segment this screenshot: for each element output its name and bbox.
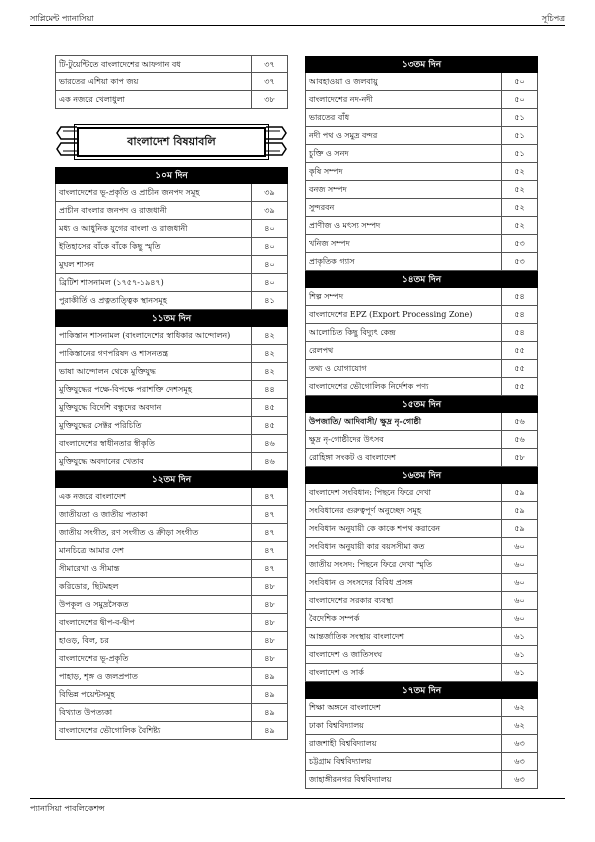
toc-entry-page: ৬০ (501, 574, 537, 591)
toc-entry-page: ৫২ (501, 217, 537, 234)
section-banner-label: বাংলাদেশ বিষয়াবলি (77, 127, 266, 157)
toc-entry-page: ৫২ (501, 199, 537, 216)
toc-entry-page: ৬২ (501, 717, 537, 734)
toc-entry-page: ৫০ (501, 73, 537, 90)
toc-entry-title: শিল্প সম্পদ (309, 292, 344, 301)
toc-row (55, 73, 288, 91)
toc-row (305, 520, 538, 538)
toc-entry-page: ৪৫ (251, 399, 287, 416)
toc-row (55, 596, 288, 614)
toc-row (55, 184, 288, 202)
toc-entry-page: ৪২ (251, 363, 287, 380)
toc-entry-title: উপজাতি/ আদিবাসী/ ক্ষুদ্র নৃ-গোষ্ঠী (309, 416, 422, 426)
right-column (305, 56, 538, 789)
toc-row (55, 704, 288, 722)
toc-row (305, 574, 538, 592)
toc-entry-page: ৪৮ (251, 650, 287, 667)
toc-entry-title: সীমারেখা ও সীমান্ত (59, 564, 120, 573)
toc-row (305, 127, 538, 145)
day-14-header: ১৪তম দিন (305, 271, 538, 288)
toc-entry-page: ৪৯ (251, 686, 287, 703)
toc-row (55, 632, 288, 650)
day-15-header: ১৫তম দিন (305, 396, 538, 413)
running-header-section: সূচিপত্র (541, 14, 565, 23)
toc-entry-title: সংবিধান ও সংসদের বিবিধ প্রসঙ্গ (309, 578, 413, 587)
toc-entry-title: বনজ সম্পদ (309, 185, 347, 194)
toc-row (305, 628, 538, 646)
footer-divider (30, 798, 565, 799)
footer-publisher: প্যানাসিয়া পাবলিকেশন্স (30, 804, 105, 813)
toc-entry-page: ৬১ (501, 664, 537, 681)
toc-entry-title: বাংলাদেশের ভৌগোলিক বৈশিষ্ট্য (59, 726, 161, 735)
toc-entry-title: পাকিস্তানের গণপরিষদ ও শাসনতন্ত্র (59, 349, 169, 358)
toc-entry-page: ৪৮ (251, 614, 287, 631)
toc-entry-title: বাংলাদেশের দ্বীপ-ব-দ্বীপ (59, 618, 135, 627)
toc-row (305, 771, 538, 789)
toc-entry-title: বাংলাদেশ ও জাতিসংঘ (309, 650, 383, 659)
toc-entry-title: শিক্ষা অঙ্গনে বাংলাদেশ (309, 703, 381, 712)
toc-entry-title: চুক্তি ও সনদ (309, 149, 349, 158)
toc-row (55, 274, 288, 292)
toc-row (55, 542, 288, 560)
toc-entry-page: ৫১ (501, 127, 537, 144)
toc-list-day-13 (305, 73, 538, 271)
toc-entry-title: জাতীয়তা ও জাতীয় পতাকা (59, 510, 148, 519)
toc-entry-page: ৪২ (251, 327, 287, 344)
toc-entry-page: ৬৩ (501, 735, 537, 752)
toc-row (55, 488, 288, 506)
toc-entry-page: ৪০ (251, 256, 287, 273)
toc-row (55, 399, 288, 417)
toc-entry-title: বাংলাদেশের ভৌগোলিক নির্দেশক পণ্য (309, 382, 429, 391)
toc-row (305, 145, 538, 163)
toc-list-day-11 (55, 327, 288, 471)
toc-row (305, 91, 538, 109)
toc-entry-page: ৫৪ (501, 288, 537, 305)
toc-row (55, 686, 288, 704)
toc-entry-title: নদী পথ ও সমুদ্র বন্দর (309, 131, 378, 140)
toc-entry-page: ৩৭ (251, 56, 287, 72)
toc-entry-title: তথ্য ও যোগাযোগ (309, 364, 367, 373)
toc-entry-page: ৩৭ (251, 73, 287, 90)
toc-entry-page: ৫৪ (501, 306, 537, 323)
toc-row (305, 73, 538, 91)
toc-entry-title: করিডোর, ছিটমহল (59, 582, 119, 591)
toc-entry-page: ৫৫ (501, 378, 537, 395)
toc-row (55, 668, 288, 686)
toc-entry-page: ৫৯ (501, 484, 537, 501)
toc-entry-page: ৫৯ (501, 520, 537, 537)
toc-entry-title: প্রাকৃতিক গ্যাস (309, 257, 355, 266)
toc-entry-title: পাহাড়, শৃঙ্গ ও জলপ্রপাত (59, 672, 138, 681)
toc-row (305, 288, 538, 306)
toc-entry-page: ৪৭ (251, 506, 287, 523)
toc-row (305, 360, 538, 378)
section-banner (55, 121, 288, 161)
toc-entry-title: এক নজরে বাংলাদেশ (59, 492, 126, 501)
toc-entry-page: ৩৮ (251, 91, 287, 108)
toc-row (305, 324, 538, 342)
toc-entry-title: আলোচিত কিছু বিদ্যুৎ কেন্দ্র (309, 328, 396, 337)
toc-entry-page: ৫৫ (501, 360, 537, 377)
toc-row (305, 592, 538, 610)
toc-row (55, 453, 288, 471)
toc-entry-page: ৪০ (251, 220, 287, 237)
toc-entry-title: পাকিস্তান শাসনামল (বাংলাদেশের স্বাধিকার আন্দোলন) (59, 331, 231, 340)
toc-entry-title: বৈদেশিক সম্পর্ক (309, 614, 360, 623)
toc-entry-page: ৪২ (251, 345, 287, 362)
toc-entry-title: বিখ্যাত উপত্যকা (59, 708, 113, 717)
toc-entry-page: ৪৮ (251, 596, 287, 613)
toc-entry-title: ভারতের এশিয়া কাপ জয় (59, 77, 139, 86)
toc-entry-page: ৪৯ (251, 668, 287, 685)
toc-row (55, 506, 288, 524)
toc-entry-title: সংবিধান অনুযায়ী কার বয়সসীমা কত (309, 542, 425, 551)
toc-row (305, 431, 538, 449)
toc-entry-title: কৃষি সম্পদ (309, 167, 343, 176)
day-17-header: ১৭তম দিন (305, 682, 538, 699)
day-10-header: ১০ম দিন (55, 167, 288, 184)
toc-entry-page: ৬৩ (501, 753, 537, 770)
toc-entry-page: ৫২ (501, 181, 537, 198)
toc-entry-title: প্রাণীজ ও মৎস্য সম্পদ (309, 221, 381, 230)
toc-row (55, 256, 288, 274)
toc-entry-page: ৪৭ (251, 560, 287, 577)
toc-entry-page: ৪৭ (251, 488, 287, 505)
toc-row (55, 722, 288, 740)
toc-entry-page: ৫১ (501, 145, 537, 162)
toc-row (305, 181, 538, 199)
toc-row (305, 484, 538, 502)
toc-entry-title: জাতীয় সংসদ: পিছনে ফিরে দেখা স্মৃতি (309, 560, 432, 569)
toc-entry-title: আন্তর্জাতিক সংস্থায় বাংলাদেশ (309, 632, 405, 641)
toc-entry-page: ৬০ (501, 610, 537, 627)
toc-entry-title: সংবিধানের গুরুত্বপূর্ণ অনুচ্ছেদ সমূহ (309, 506, 422, 515)
toc-entry-title: ভারতের বাঁধ (309, 113, 350, 122)
toc-entry-title: হাওড়, বিল, চর (59, 636, 109, 645)
toc-entry-page: ৫৯ (501, 502, 537, 519)
toc-row (55, 578, 288, 596)
toc-row (305, 449, 538, 467)
toc-entry-title: এক নজরে খেলাধুলা (59, 95, 125, 104)
toc-entry-title: বাংলাদেশের EPZ (Export Processing Zone) (309, 310, 473, 319)
toc-entry-page: ৬০ (501, 592, 537, 609)
header-divider (30, 25, 565, 26)
toc-row (305, 717, 538, 735)
toc-row (55, 614, 288, 632)
toc-entry-page: ৬১ (501, 628, 537, 645)
toc-row (305, 502, 538, 520)
toc-entry-title: ভাষা আন্দোলন থেকে মুক্তিযুদ্ধ (59, 367, 156, 376)
toc-entry-page: ৩৯ (251, 202, 287, 219)
toc-entry-title: মধ্য ও আধুনিক যুগের বাংলা ও রাজধানী (59, 224, 188, 233)
toc-row (305, 699, 538, 717)
toc-entry-page: ৫৮ (501, 449, 537, 466)
toc-entry-page: ৩৯ (251, 184, 287, 201)
toc-entry-page: ৬০ (501, 556, 537, 573)
toc-entry-page: ৪৯ (251, 704, 287, 721)
toc-row (305, 109, 538, 127)
toc-entry-page: ৪৪ (251, 381, 287, 398)
day-12-header: ১২তম দিন (55, 471, 288, 488)
toc-row (305, 664, 538, 682)
toc-row (55, 238, 288, 256)
toc-row (305, 753, 538, 771)
toc-entry-page: ৬২ (501, 699, 537, 716)
toc-entry-title: বাংলাদেশের স্বাধীনতার স্বীকৃতি (59, 439, 155, 448)
left-column (55, 55, 288, 740)
toc-row (305, 610, 538, 628)
toc-entry-page: ৪৭ (251, 542, 287, 559)
toc-entry-title: বাংলাদেশ সংবিধান: পিছনে ফিরে দেখা (309, 488, 431, 497)
toc-row (55, 560, 288, 578)
day-13-header: ১৩তম দিন (305, 56, 538, 73)
toc-entry-title: খনিজ সম্পদ (309, 239, 350, 248)
toc-entry-title: ইতিহাসের বাঁকে বাঁকে কিছু স্মৃতি (59, 242, 161, 251)
toc-entry-title: জাতীয় সংগীত, রণ সংগীত ও ক্রীড়া সংগীত (59, 528, 199, 537)
toc-entry-title: মানচিত্রে আমার দেশ (59, 546, 124, 555)
toc-entry-title: সুন্দরবন (309, 203, 335, 212)
day-16-header: ১৬তম দিন (305, 467, 538, 484)
toc-row (55, 292, 288, 310)
toc-row (55, 55, 288, 73)
toc-entry-page: ৫৩ (501, 235, 537, 252)
toc-entry-page: ৫৪ (501, 324, 537, 341)
toc-entry-title: মুক্তিযুদ্ধে অবদানের খেতাব (59, 457, 144, 466)
toc-entry-page: ৫২ (501, 163, 537, 180)
toc-entry-page: ৫৬ (501, 431, 537, 448)
toc-row (305, 538, 538, 556)
toc-entry-title: বাংলাদেশের ভূ-প্রকৃতি (59, 654, 129, 663)
toc-entry-page: ৪৫ (251, 417, 287, 434)
toc-list-day-10 (55, 184, 288, 310)
toc-row (305, 253, 538, 271)
toc-entry-title: রোহিঙ্গা সংকট ও বাংলাদেশ (309, 453, 396, 462)
toc-entry-title: আবহাওয়া ও জলবায়ু (309, 77, 378, 86)
toc-entry-title: রেলপথ (309, 346, 334, 355)
toc-entry-page: ৪৬ (251, 435, 287, 452)
toc-entry-title: বাংলাদেশের নদ-নদী (309, 95, 373, 104)
toc-row (305, 646, 538, 664)
toc-entry-title: বাংলাদেশের ভূ-প্রকৃতি ও প্রাচীন জনপদ সমূহ (59, 188, 200, 197)
toc-row (55, 345, 288, 363)
toc-entry-title: মুঘল শাসন (59, 260, 95, 269)
toc-row (55, 363, 288, 381)
toc-list-day-14 (305, 288, 538, 396)
toc-entry-page: ৪০ (251, 274, 287, 291)
toc-entry-page: ৪১ (251, 292, 287, 309)
toc-row (305, 163, 538, 181)
toc-list-day-16 (305, 484, 538, 682)
toc-entry-title: বাংলাদেশ ও সার্ক (309, 668, 364, 677)
running-header-title: সাপ্লিমেন্ট প্যানাসিয়া (30, 14, 94, 23)
toc-entry-title: রাজশাহী বিশ্ববিদ্যালয় (309, 739, 377, 748)
toc-entry-page: ৬৩ (501, 771, 537, 788)
toc-entry-page: ৫৫ (501, 342, 537, 359)
toc-entry-title: ক্ষুদ্র নৃ-গোষ্ঠীদের উৎসব (309, 435, 384, 444)
toc-row (55, 91, 288, 109)
toc-entry-title: জাহাঙ্গীরনগর বিশ্ববিদ্যালয় (309, 775, 392, 784)
toc-row (55, 524, 288, 542)
toc-list-sports (55, 55, 288, 109)
toc-entry-page: ৪০ (251, 238, 287, 255)
toc-entry-title: বাংলাদেশের সরকার ব্যবস্থা (309, 596, 394, 605)
toc-entry-title: ঢাকা বিশ্ববিদ্যালয় (309, 721, 364, 730)
toc-entry-title: প্রাচীন বাংলার জনপদ ও রাজধানী (59, 206, 167, 215)
toc-entry-title: মুক্তিযুদ্ধে বিদেশি বন্ধুদের অবদান (59, 403, 162, 412)
toc-row (305, 413, 538, 431)
toc-entry-page: ৬০ (501, 538, 537, 555)
toc-entry-title: টি-টুয়েন্টিতে বাংলাদেশের আফগান বধ (59, 60, 181, 69)
toc-row (55, 381, 288, 399)
toc-entry-page: ৫১ (501, 109, 537, 126)
toc-row (55, 202, 288, 220)
toc-entry-page: ৫০ (501, 91, 537, 108)
toc-row (55, 327, 288, 345)
toc-entry-title: চট্টগ্রাম বিশ্ববিদ্যালয় (309, 757, 372, 766)
toc-row (305, 235, 538, 253)
toc-row (305, 217, 538, 235)
toc-entry-title: বিভিন্ন পয়েন্টসমূহ (59, 690, 115, 699)
toc-row (55, 417, 288, 435)
toc-entry-page: ৪৮ (251, 632, 287, 649)
toc-entry-page: ৪৭ (251, 524, 287, 541)
banner-left-ornament (55, 121, 79, 161)
toc-entry-page: ৫৬ (501, 413, 537, 430)
toc-list-day-15 (305, 413, 538, 467)
toc-list-day-17 (305, 699, 538, 789)
toc-entry-page: ৪৮ (251, 578, 287, 595)
day-11-header: ১১তম দিন (55, 310, 288, 327)
toc-row (305, 735, 538, 753)
toc-entry-title: পুরাকীর্তি ও প্রত্নতাত্ত্বিক স্থানসমূহ (59, 296, 167, 305)
toc-list-day-12 (55, 488, 288, 740)
toc-row (55, 435, 288, 453)
toc-entry-title: উপকূল ও সমুদ্রসৈকত (59, 600, 129, 609)
toc-row (305, 556, 538, 574)
toc-row (55, 650, 288, 668)
toc-entry-title: সংবিধান অনুযায়ী কে কাকে শপথ করাবেন (309, 524, 441, 533)
toc-entry-title: মুক্তিযুদ্ধের পক্ষে-বিপক্ষে পরাশক্তি দেশসমূহ (59, 385, 192, 394)
banner-right-ornament (264, 121, 288, 161)
toc-row (305, 378, 538, 396)
toc-entry-page: ৬১ (501, 646, 537, 663)
toc-entry-page: ৪৯ (251, 722, 287, 739)
toc-row (55, 220, 288, 238)
toc-entry-page: ৪৬ (251, 453, 287, 470)
toc-row (305, 306, 538, 324)
toc-entry-title: ব্রিটিশ শাসনামল (১৭৫৭-১৯৪৭) (59, 278, 164, 287)
toc-row (305, 199, 538, 217)
toc-entry-title: মুক্তিযুদ্ধের সেক্টর পরিচিতি (59, 421, 142, 430)
toc-row (305, 342, 538, 360)
toc-entry-page: ৫৩ (501, 253, 537, 270)
